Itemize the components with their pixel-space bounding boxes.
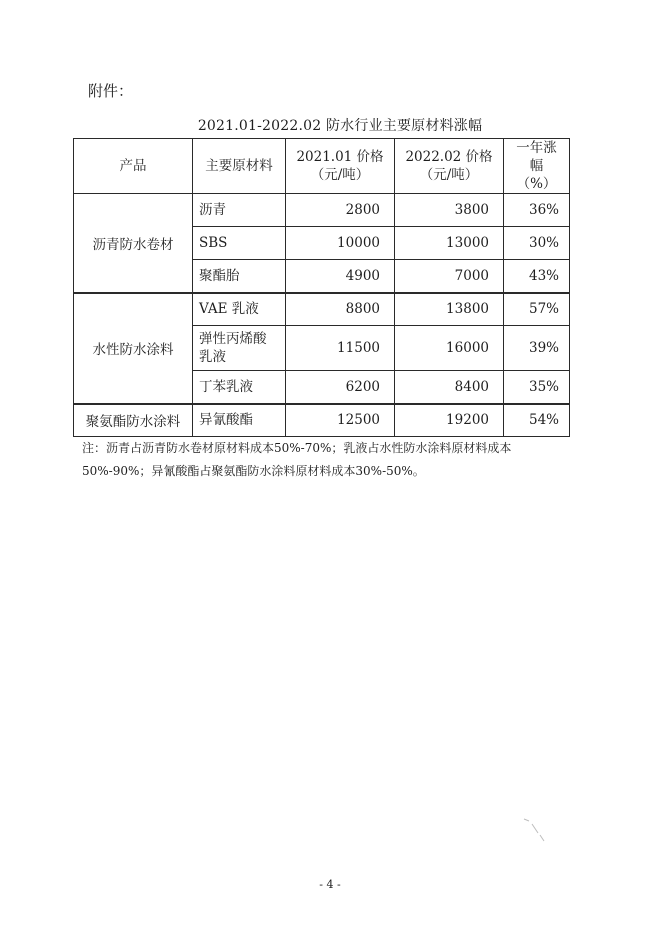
table-header-row — [74, 139, 570, 194]
header-price-2021-line2: （元/吨） — [310, 167, 370, 183]
increase-cell: 39% — [504, 326, 570, 371]
price-2021-cell: 6200 — [286, 371, 395, 404]
table-note — [82, 437, 562, 483]
price-2021-cell: 12500 — [286, 404, 395, 437]
material-cell: 丁苯乳液 — [193, 371, 286, 404]
material-cell: 聚酯胎 — [193, 260, 286, 293]
increase-cell: 57% — [504, 293, 570, 326]
header-price-2021 — [286, 139, 395, 194]
price-2022-cell: 7000 — [395, 260, 504, 293]
table-title: 2021.01-2022.02 防水行业主要原材料涨幅 — [197, 118, 483, 134]
header-increase-line1: 一年涨幅 — [516, 140, 557, 174]
scan-speck-mark — [520, 815, 550, 845]
header-price-2022-line2: （元/吨） — [419, 167, 479, 183]
table-row — [74, 293, 570, 326]
price-2022-cell: 16000 — [395, 326, 504, 371]
header-price-2021-line1: 2021.01 价格 — [296, 149, 384, 165]
price-2022-cell: 13800 — [395, 293, 504, 326]
material-cell: VAE 乳液 — [193, 293, 286, 326]
product-cell: 聚氨酯防水涂料 — [74, 404, 193, 437]
header-increase — [504, 139, 570, 194]
price-2022-cell: 19200 — [395, 404, 504, 437]
header-increase-line2: （%） — [516, 176, 557, 192]
material-cell: 异氰酸酯 — [193, 404, 286, 437]
page-number: - 4 - — [319, 878, 341, 891]
header-price-2022 — [395, 139, 504, 194]
price-2021-cell: 2800 — [286, 194, 395, 227]
attachment-label: 附件： — [88, 82, 134, 100]
material-cell: 沥青 — [193, 194, 286, 227]
note-line-2: 50%-90%；异氰酸酯占聚氨酯防水涂料原材料成本30%-50%。 — [82, 464, 425, 478]
material-cell: 弹性丙烯酸乳液 — [193, 326, 286, 371]
header-price-2022-line1: 2022.02 价格 — [405, 149, 493, 165]
price-2021-cell: 11500 — [286, 326, 395, 371]
material-cell: SBS — [193, 227, 286, 260]
increase-cell: 54% — [504, 404, 570, 437]
increase-cell: 30% — [504, 227, 570, 260]
material-price-table — [73, 138, 570, 437]
product-cell: 沥青防水卷材 — [74, 194, 193, 293]
product-cell: 水性防水涂料 — [74, 293, 193, 404]
price-2022-cell: 8400 — [395, 371, 504, 404]
price-2022-cell: 3800 — [395, 194, 504, 227]
increase-cell: 36% — [504, 194, 570, 227]
header-product: 产品 — [74, 139, 193, 194]
table-row — [74, 404, 570, 437]
note-line-1: 注：沥青占沥青防水卷材原材料成本50%-70%；乳液占水性防水涂料原材料成本 — [82, 441, 512, 455]
table-row — [74, 194, 570, 227]
price-2021-cell: 4900 — [286, 260, 395, 293]
price-2022-cell: 13000 — [395, 227, 504, 260]
price-2021-cell: 10000 — [286, 227, 395, 260]
increase-cell: 35% — [504, 371, 570, 404]
increase-cell: 43% — [504, 260, 570, 293]
price-2021-cell: 8800 — [286, 293, 395, 326]
header-material: 主要原材料 — [193, 139, 286, 194]
